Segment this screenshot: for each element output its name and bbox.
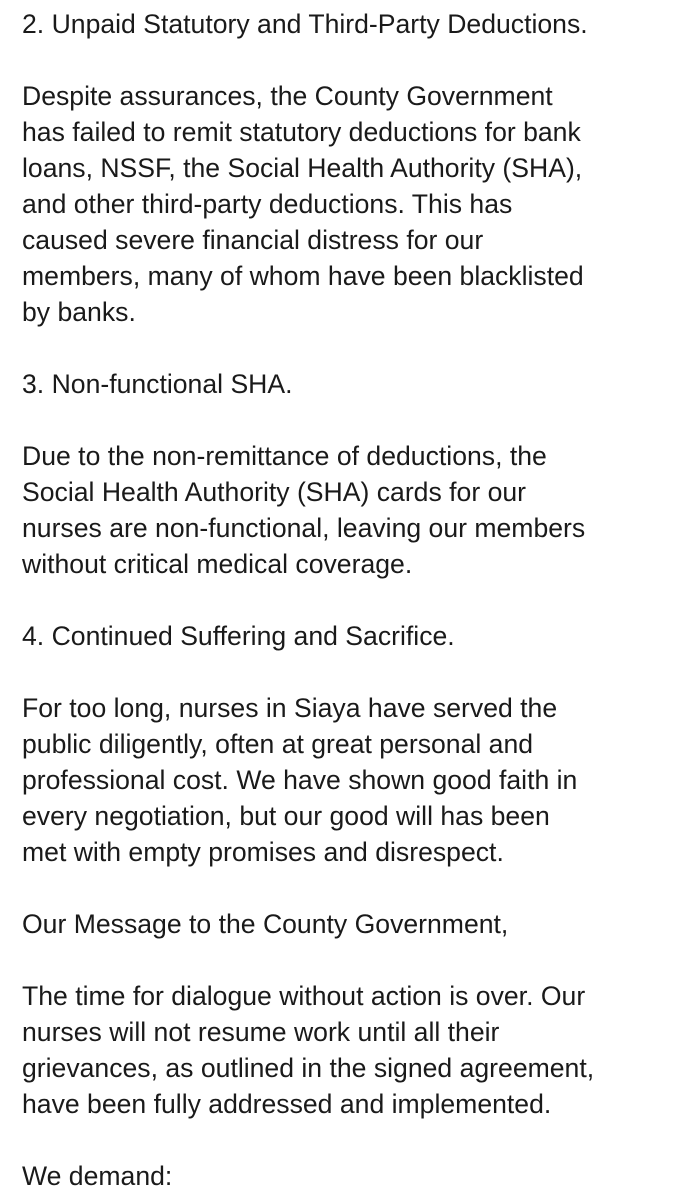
section-heading-2: 2. Unpaid Statutory and Third-Party Deductions. xyxy=(22,9,588,39)
section-body-3: Due to the non-remittance of deductions, the Social Health Authority (SHA) cards for our nurses are non-functional, leaving our members without critical medical coverage. xyxy=(22,441,586,579)
paragraph-gap xyxy=(22,870,672,906)
paragraph-gap xyxy=(22,942,672,978)
paragraph-gap xyxy=(22,1122,672,1158)
paragraph-gap xyxy=(22,330,672,366)
paragraph-gap xyxy=(22,42,672,78)
section-body-4: For too long, nurses in Siaya have served the public diligently, often at great personal and professional cost. We have shown good faith in every negotiation, but our good will has been met with empty promises and disrespect. xyxy=(22,693,578,867)
closing-line: We demand: xyxy=(22,1161,173,1191)
paragraph-gap xyxy=(22,654,672,690)
section-heading-4: 4. Continued Suffering and Sacrifice. xyxy=(22,621,455,651)
document-body xyxy=(22,6,672,1194)
message-heading: Our Message to the County Government, xyxy=(22,909,509,939)
paragraph-gap xyxy=(22,402,672,438)
section-heading-3: 3. Non-functional SHA. xyxy=(22,369,293,399)
message-body: The time for dialogue without action is over. Our nurses will not resume work until all their grievances, as outlined in the signed agreement, have been fully addressed and implemented. xyxy=(22,981,595,1119)
paragraph-gap xyxy=(22,582,672,618)
section-body-2: Despite assurances, the County Government has failed to remit statutory deductions for bank loans, NSSF, the Social Health Authority (SHA), and other third-party deductions. This has caused severe financial distress for our members, many of whom have been blacklisted by banks. xyxy=(22,81,584,327)
